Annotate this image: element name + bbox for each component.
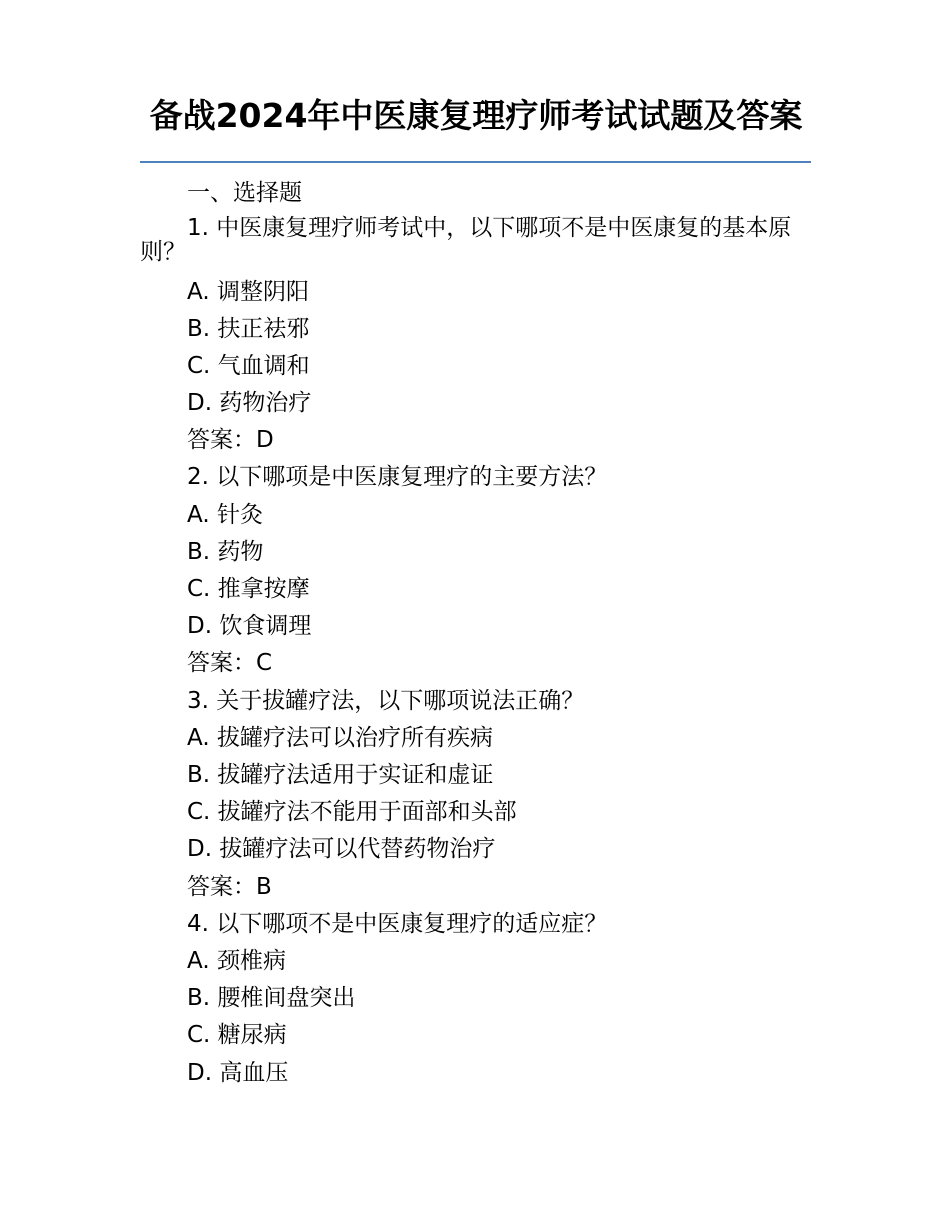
question-4-option-d: D. 高血压 <box>187 1060 289 1086</box>
question-2-option-b: B. 药物 <box>187 539 264 565</box>
question-1-stem: 1. 中医康复理疗师考试中，以下哪项不是中医康复的基本原则？ <box>140 215 792 265</box>
question-4-option-b: B. 腰椎间盘突出 <box>187 985 356 1011</box>
question-1-option-c: C. 气血调和 <box>187 353 310 379</box>
question-2-option-a: A. 针灸 <box>187 502 263 528</box>
question-4-option-c: C. 糖尿病 <box>187 1022 287 1048</box>
question-1-answer: 答案：D <box>187 427 274 453</box>
question-3-stem: 3. 关于拔罐疗法，以下哪项说法正确？ <box>187 688 585 714</box>
question-2-stem: 2. 以下哪项是中医康复理疗的主要方法？ <box>187 464 608 490</box>
section-heading: 一、选择题 <box>187 180 302 206</box>
question-3-option-d: D. 拔罐疗法可以代替药物治疗 <box>187 836 496 862</box>
title-underline <box>140 161 811 163</box>
question-3-option-c: C. 拔罐疗法不能用于面部和头部 <box>187 799 517 825</box>
question-3-option-a: A. 拔罐疗法可以治疗所有疾病 <box>187 725 493 751</box>
question-2-option-c: C. 推拿按摩 <box>187 576 310 602</box>
document-title: 备战2024年中医康复理疗师考试试题及答案 <box>149 96 803 135</box>
question-1-option-a: A. 调整阴阳 <box>187 279 309 305</box>
question-1-option-d: D. 药物治疗 <box>187 390 312 416</box>
question-2-answer: 答案：C <box>187 650 273 676</box>
question-3-option-b: B. 拔罐疗法适用于实证和虚证 <box>187 762 494 788</box>
question-2-option-d: D. 饮食调理 <box>187 613 312 639</box>
question-1-option-b: B. 扶正祛邪 <box>187 316 310 342</box>
question-4-option-a: A. 颈椎病 <box>187 948 286 974</box>
question-4-stem: 4. 以下哪项不是中医康复理疗的适应症？ <box>187 911 608 937</box>
question-3-answer: 答案：B <box>187 874 272 900</box>
